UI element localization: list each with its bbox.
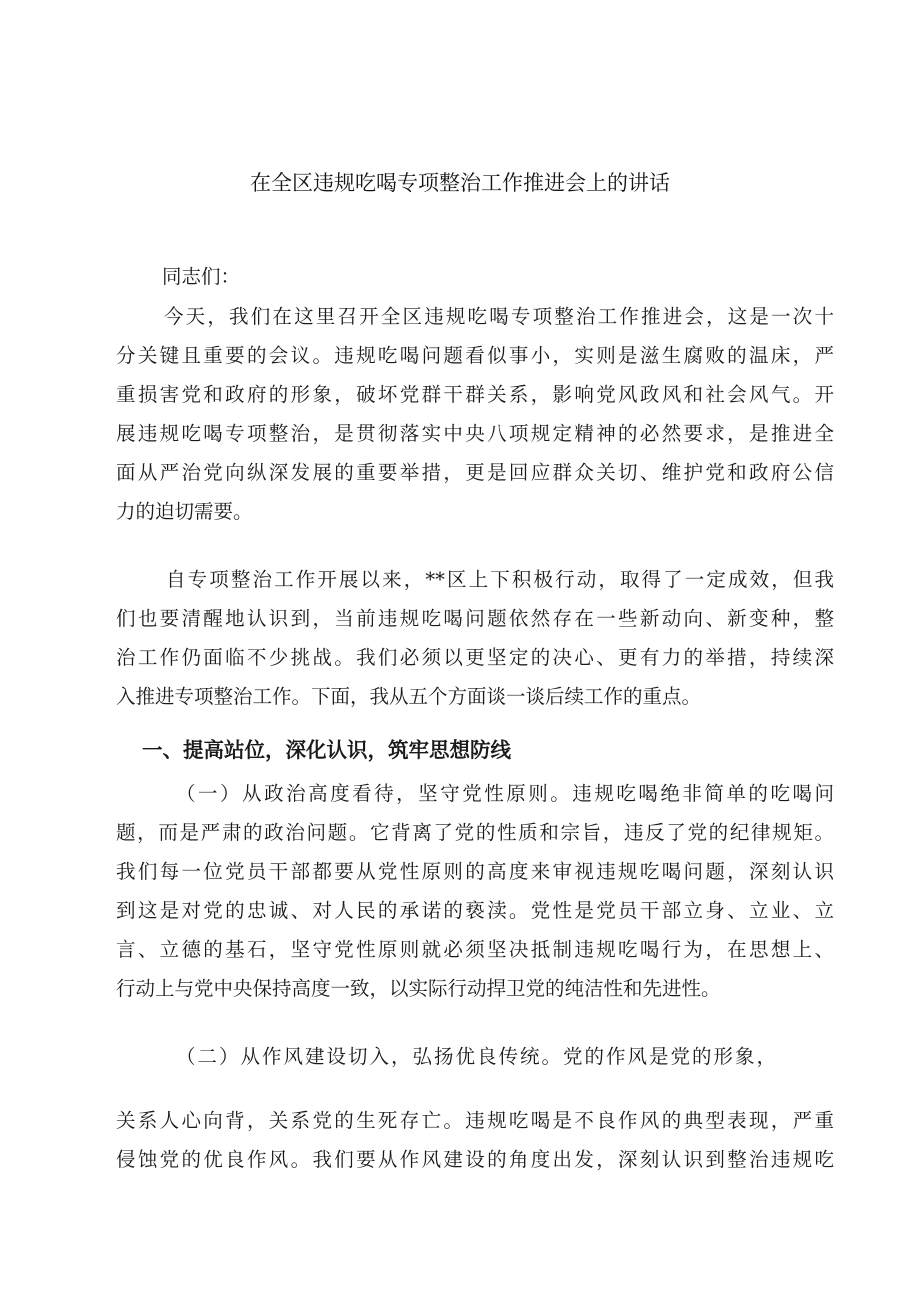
salutation-block [116, 257, 834, 296]
paragraph-1 [116, 297, 834, 531]
paragraph-line: 我们每一位党员干部都要从党性原则的高度来审视违规吃喝问题，深刻认识 [116, 860, 834, 883]
paragraph-line: 自专项整治工作开展以来，**区上下积极行动，取得了一定成效，但我 [166, 568, 834, 591]
paragraph-line: 侵蚀党的优良作风。我们要从作风建设的角度出发，深刻认识到整治违规吃 [116, 1148, 834, 1171]
paragraph-line: 言、立德的基石，坚守党性原则就必须坚决抵制违规吃喝行为，在思想上、 [116, 938, 834, 961]
paragraph-3 [116, 774, 834, 1008]
paragraph-line: 分关键且重要的会议。违规吃喝问题看似事小，实则是滋生腐败的温床，严 [116, 344, 834, 367]
paragraph-line: 到这是对党的忠诚、对人民的承诺的亵渎。党性是党员干部立身、立业、立 [116, 899, 834, 922]
salutation: 同志们： [162, 265, 241, 288]
paragraph-line: （一）从政治高度看待，坚守党性原则。违规吃喝绝非简单的吃喝问 [176, 782, 834, 805]
paragraph-line: 行动上与党中央保持高度一致，以实际行动捍卫党的纯洁性和先进性。 [116, 977, 721, 1000]
paragraph-line: 们也要清醒地认识到，当前违规吃喝问题依然存在一些新动向、新变种，整 [116, 607, 834, 630]
paragraph-line: 展违规吃喝专项整治，是贯彻落实中央八项规定精神的必然要求，是推进全 [116, 422, 834, 445]
paragraph-line: 力的迫切需要。 [116, 500, 253, 523]
paragraph-line: 题，而是严肃的政治问题。它背离了党的性质和宗旨，违反了党的纪律规矩。 [116, 821, 834, 844]
paragraph-2 [116, 560, 834, 716]
paragraph-line: 今天，我们在这里召开全区违规吃喝专项整治工作推进会，这是一次十 [164, 305, 834, 328]
paragraph-line: 入推进专项整治工作。下面，我从五个方面谈一谈后续工作的重点。 [116, 685, 702, 708]
paragraph-4-start [116, 1037, 776, 1076]
paragraph-line: 面从严治党向纵深发展的重要举措，更是回应群众关切、维护党和政府公信 [116, 461, 834, 484]
paragraph-4-continued [116, 1101, 834, 1179]
section-heading-1: 一、提高站位，深化认识，筑牢思想防线 [142, 738, 511, 762]
paragraph-line: （二）从作风建设切入，弘扬优良传统。党的作风是党的形象， [176, 1045, 776, 1068]
paragraph-line: 重损害党和政府的形象，破坏党群干群关系，影响党风政风和社会风气。开 [116, 383, 834, 406]
paragraph-line: 治工作仍面临不少挑战。我们必须以更坚定的决心、更有力的举措，持续深 [116, 646, 834, 669]
paragraph-line: 关系人心向背，关系党的生死存亡。违规吃喝是不良作风的典型表现，严重 [116, 1109, 834, 1132]
document-title: 在全区违规吃喝专项整治工作推进会上的讲话 [250, 171, 670, 195]
